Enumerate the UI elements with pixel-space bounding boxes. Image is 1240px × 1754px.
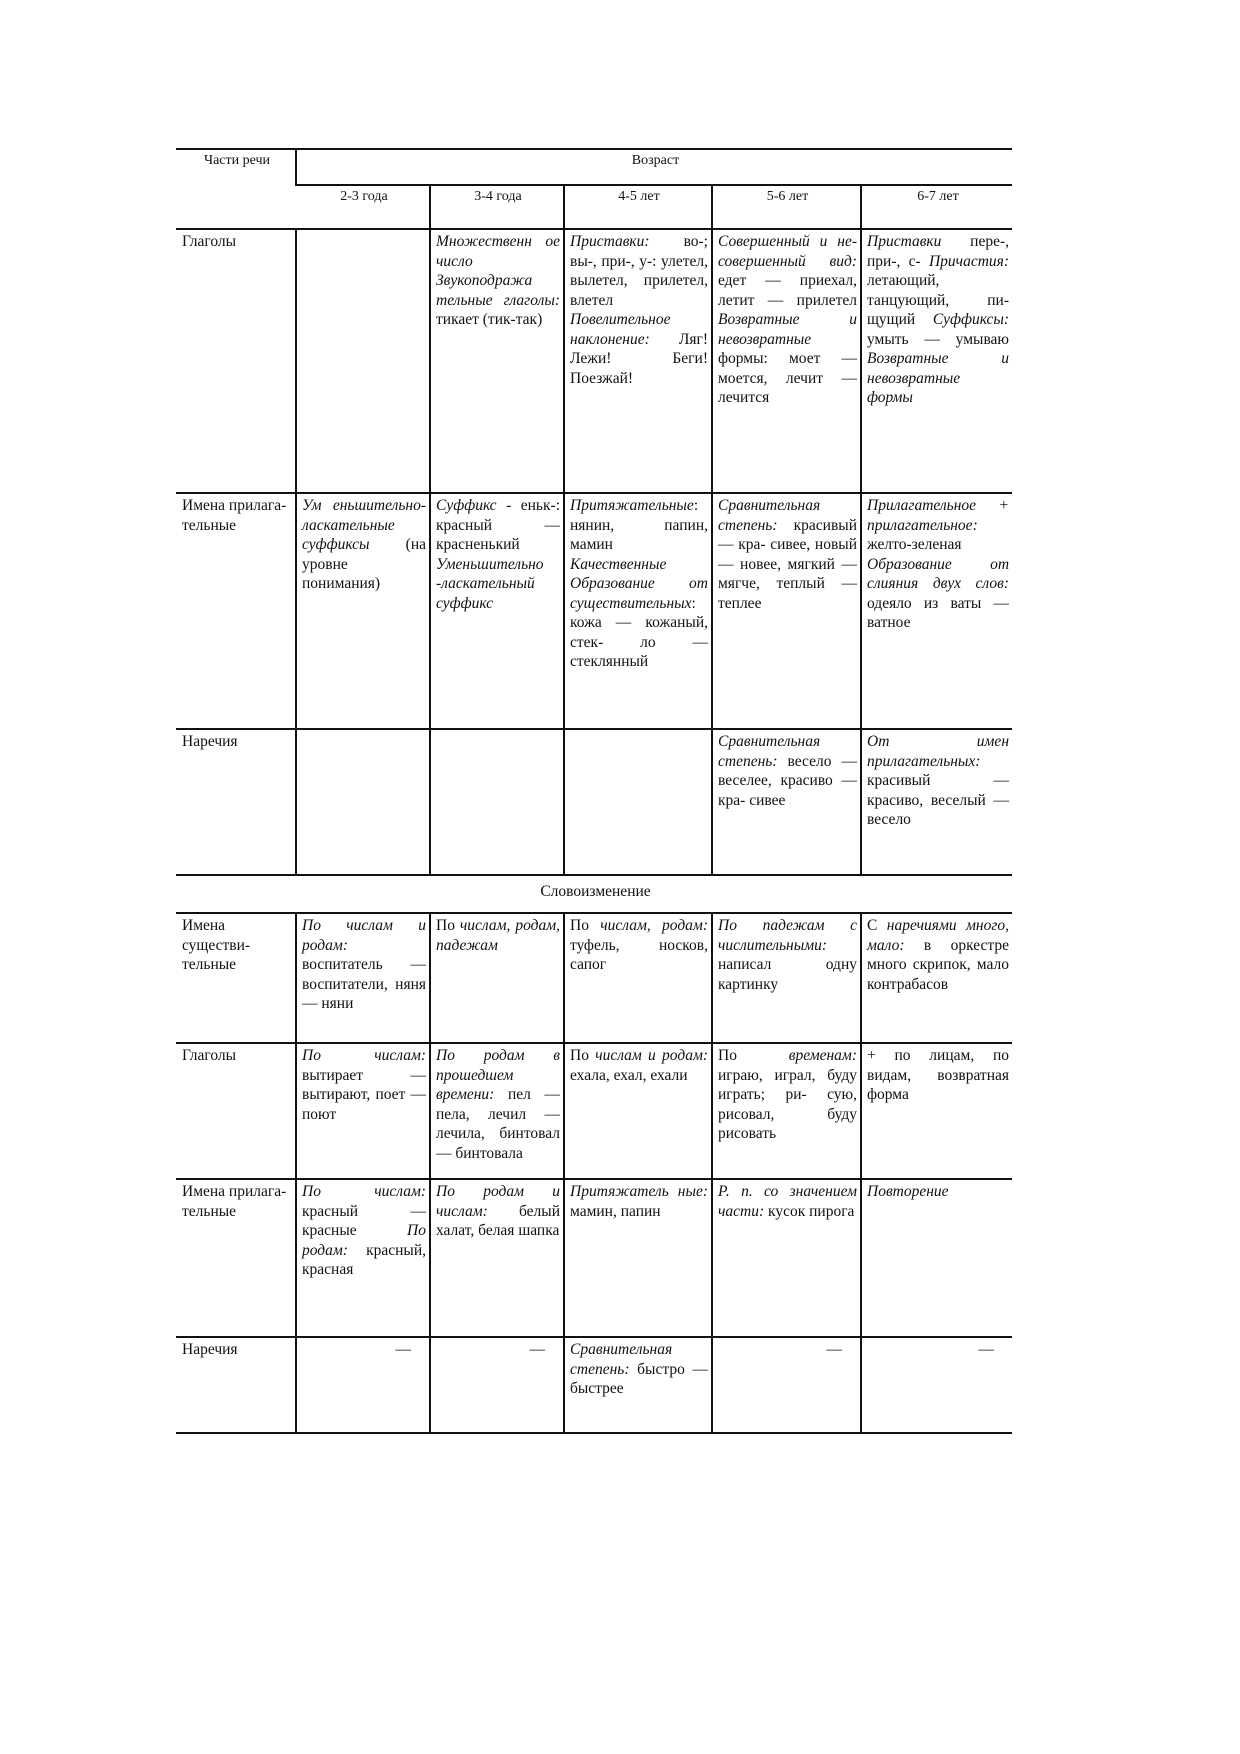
cell-text: красный, красная xyxy=(302,1241,426,1278)
table-cell xyxy=(712,913,861,1043)
age-col-5: 6-7 лет xyxy=(861,185,1012,229)
cell-text: ехала, ехал, ехали xyxy=(570,1066,688,1084)
table-cell xyxy=(430,229,564,493)
table-cell xyxy=(861,1043,1012,1179)
table-cell xyxy=(430,729,564,875)
word-formation-row xyxy=(176,729,1012,875)
italic-text: Приставки: xyxy=(570,233,650,250)
inflection-row xyxy=(176,1043,1012,1179)
table-cell xyxy=(712,1337,861,1433)
cell-text: пере-, при-, с- xyxy=(867,233,1010,270)
italic-text: Р. п. со значением части: xyxy=(718,1183,857,1220)
italic-text: Повторение xyxy=(867,1183,949,1200)
table-cell xyxy=(712,493,861,729)
table-cell xyxy=(861,493,1012,729)
italic-text: числам и родам: xyxy=(595,1047,708,1064)
table-cell xyxy=(564,493,712,729)
table-cell xyxy=(296,1337,430,1433)
table-cell xyxy=(430,1337,564,1433)
table-cell xyxy=(564,229,712,493)
italic-text: Повелительное наклонение: xyxy=(570,311,671,348)
cell-text: вытирает — вытирают, поет — поют xyxy=(302,1066,426,1123)
cell-text: желто-зеленая xyxy=(867,536,962,553)
cell-text: красивый — красиво, веселый — весело xyxy=(867,772,1010,828)
section-title-row xyxy=(176,875,1012,913)
cell-text: воспитатель — воспитатели, няня — няни xyxy=(302,956,426,1012)
cell-text: написал одну картинку xyxy=(718,956,857,993)
cell-text: По xyxy=(570,1047,596,1064)
italic-text: По родам и числам: xyxy=(436,1183,560,1220)
cell-text: красный — красные xyxy=(302,1202,426,1239)
age-col-3: 4-5 лет xyxy=(564,185,712,229)
cell-text: мамин, папин xyxy=(570,1202,661,1220)
cell-text: одеяло из ваты — ватное xyxy=(867,594,1010,631)
italic-text: По числам: xyxy=(302,1047,426,1064)
part-of-speech-label: Глаголы xyxy=(176,1043,296,1179)
italic-text: Множественн ое число Звукоподража тельные глаголы: xyxy=(436,233,560,309)
italic-text: Суффиксы: xyxy=(932,311,1010,328)
italic-text: Прилагательное + прилагательное: xyxy=(867,497,1010,534)
cell-text: во-; вы-, при-, у-: улетел, вылетел, прилетел, влетел xyxy=(570,233,708,309)
table-cell xyxy=(564,1337,712,1433)
cell-text: - еньк-: красный — красненький xyxy=(436,497,560,553)
word-formation-row xyxy=(176,493,1012,729)
inflection-row xyxy=(176,913,1012,1043)
italic-text: От имен прилагательных: xyxy=(867,733,1010,770)
table-cell xyxy=(564,1179,712,1337)
italic-text: По родам: xyxy=(302,1222,426,1259)
cell-text: По xyxy=(436,917,460,934)
cell-text: летающий, танцующий, пи- щущий xyxy=(867,272,1010,328)
italic-text: Сравнительная степень: xyxy=(718,497,821,534)
italic-text: Суффикс xyxy=(436,497,497,514)
cell-text: красивый — кра- сивее, новый — новее, мягкий — мягче, теплый — теплее xyxy=(718,516,857,612)
table-body xyxy=(176,149,1012,1433)
cell-text: тикает (тик-так) xyxy=(436,311,543,328)
cell-text: умыть — умываю xyxy=(867,330,1010,348)
italic-text: По родам в прошедшем времени: xyxy=(436,1047,560,1103)
table-cell xyxy=(296,913,430,1043)
part-of-speech-label: Имена прилага- тельные xyxy=(176,493,296,729)
table-cell xyxy=(296,1043,430,1179)
table-cell xyxy=(296,1179,430,1337)
part-of-speech-label: Имена существи- тельные xyxy=(176,913,296,1043)
parts-of-speech-header: Части речи xyxy=(176,149,296,229)
inflection-row xyxy=(176,1337,1012,1433)
table-cell xyxy=(861,1337,1012,1433)
age-col-1: 2-3 года xyxy=(296,185,430,229)
cell-text: + по лицам, по видам, возвратная форма xyxy=(867,1047,1010,1103)
document-page xyxy=(176,148,1012,1434)
cell-text: едет — приехал, летит — прилетел xyxy=(718,272,857,309)
part-of-speech-label: Наречия xyxy=(176,1337,296,1433)
cell-text: По xyxy=(718,1047,789,1064)
cell-text: — xyxy=(978,1341,995,1358)
table-cell xyxy=(430,493,564,729)
cell-text: : кожа — кожаный, стек- ло — стеклянный xyxy=(570,594,708,670)
italic-text: Причастия: xyxy=(928,252,1010,270)
table-cell xyxy=(861,913,1012,1043)
age-col-2: 3-4 года xyxy=(430,185,564,229)
table-cell xyxy=(861,729,1012,875)
table-cell xyxy=(861,1179,1012,1337)
inflection-row xyxy=(176,1179,1012,1337)
cell-text: С xyxy=(867,917,887,934)
italic-text: Притяжатель ные: xyxy=(570,1183,708,1200)
italic-text: По числам: xyxy=(302,1183,426,1200)
cell-text: формы: моет — моется, лечит — лечится xyxy=(718,350,857,406)
cell-text: — xyxy=(826,1341,842,1358)
cell-text: в оркестре много скрипок, мало контрабасов xyxy=(867,936,1010,993)
age-header: Возраст xyxy=(296,149,1012,185)
italic-text: Совершенный и не- совершенный вид: xyxy=(718,233,857,270)
header-row-top xyxy=(176,149,1012,185)
italic-text: Сравнительная степень: xyxy=(718,733,821,770)
cell-text: весело — веселее, красиво — кра- сивее xyxy=(718,752,857,809)
italic-text: числам, родам, падежам xyxy=(436,917,560,954)
header-row-ages xyxy=(176,185,1012,229)
part-of-speech-label: Наречия xyxy=(176,729,296,875)
italic-text: наречиями много, мало: xyxy=(867,917,1010,954)
section-title: Словоизменение xyxy=(176,875,1012,913)
italic-text: Сравнительная степень: xyxy=(570,1341,673,1378)
italic-text: временам: xyxy=(788,1047,857,1064)
cell-text: кусок пирога xyxy=(764,1202,855,1220)
table-cell xyxy=(712,229,861,493)
table-cell xyxy=(861,229,1012,493)
word-formation-row xyxy=(176,229,1012,493)
table-cell xyxy=(296,729,430,875)
italic-text: числам, родам: xyxy=(600,917,708,934)
italic-text: Ум еньшительно- ласкательные суффиксы xyxy=(302,497,426,553)
table-cell xyxy=(712,1179,861,1337)
cell-text: белый халат, белая шапка xyxy=(436,1202,560,1239)
cell-text: туфель, носков, сапог xyxy=(570,936,708,973)
age-col-4: 5-6 лет xyxy=(712,185,861,229)
italic-text: Качественные Образование от существительных xyxy=(570,555,708,612)
table-cell xyxy=(564,1043,712,1179)
cell-text: быстро — быстрее xyxy=(570,1360,708,1397)
table-cell xyxy=(430,913,564,1043)
italic-text: Возвратные и невозвратные xyxy=(718,311,857,348)
cell-text: играю, играл, буду играть; ри- сую, рисовал, буду рисовать xyxy=(718,1066,857,1142)
table-cell xyxy=(564,913,712,1043)
table-cell xyxy=(430,1043,564,1179)
italic-text: По падежам с числительными: xyxy=(718,917,857,954)
part-of-speech-label: Имена прилага- тельные xyxy=(176,1179,296,1337)
cell-text: пел — пела, лечил — лечила, бинтовал — бинтовала xyxy=(436,1086,560,1162)
italic-text: Притяжательные xyxy=(570,497,694,514)
cell-text: : нянин, папин, мамин xyxy=(570,497,708,553)
table-cell xyxy=(564,729,712,875)
italic-text: Приставки xyxy=(867,233,942,250)
part-of-speech-label: Глаголы xyxy=(176,229,296,493)
table-cell xyxy=(296,229,430,493)
table-cell xyxy=(430,1179,564,1337)
italic-text: Уменьшительно -ласкательный суффикс xyxy=(436,555,544,612)
cell-text: — xyxy=(529,1341,545,1358)
italic-text: По числам и родам: xyxy=(302,917,426,954)
speech-development-table xyxy=(176,148,1012,1434)
table-cell xyxy=(296,493,430,729)
table-cell xyxy=(712,1043,861,1179)
italic-text: Образование от слияния двух слов: xyxy=(867,555,1010,592)
italic-text: Возвратные и невозвратные формы xyxy=(867,350,1010,406)
cell-text: Ляг! Лежи! Беги! Поезжай! xyxy=(570,330,708,387)
cell-text: — xyxy=(395,1341,411,1358)
table-cell xyxy=(712,729,861,875)
cell-text: (на уровне понимания) xyxy=(302,536,426,592)
cell-text: По xyxy=(570,917,601,934)
